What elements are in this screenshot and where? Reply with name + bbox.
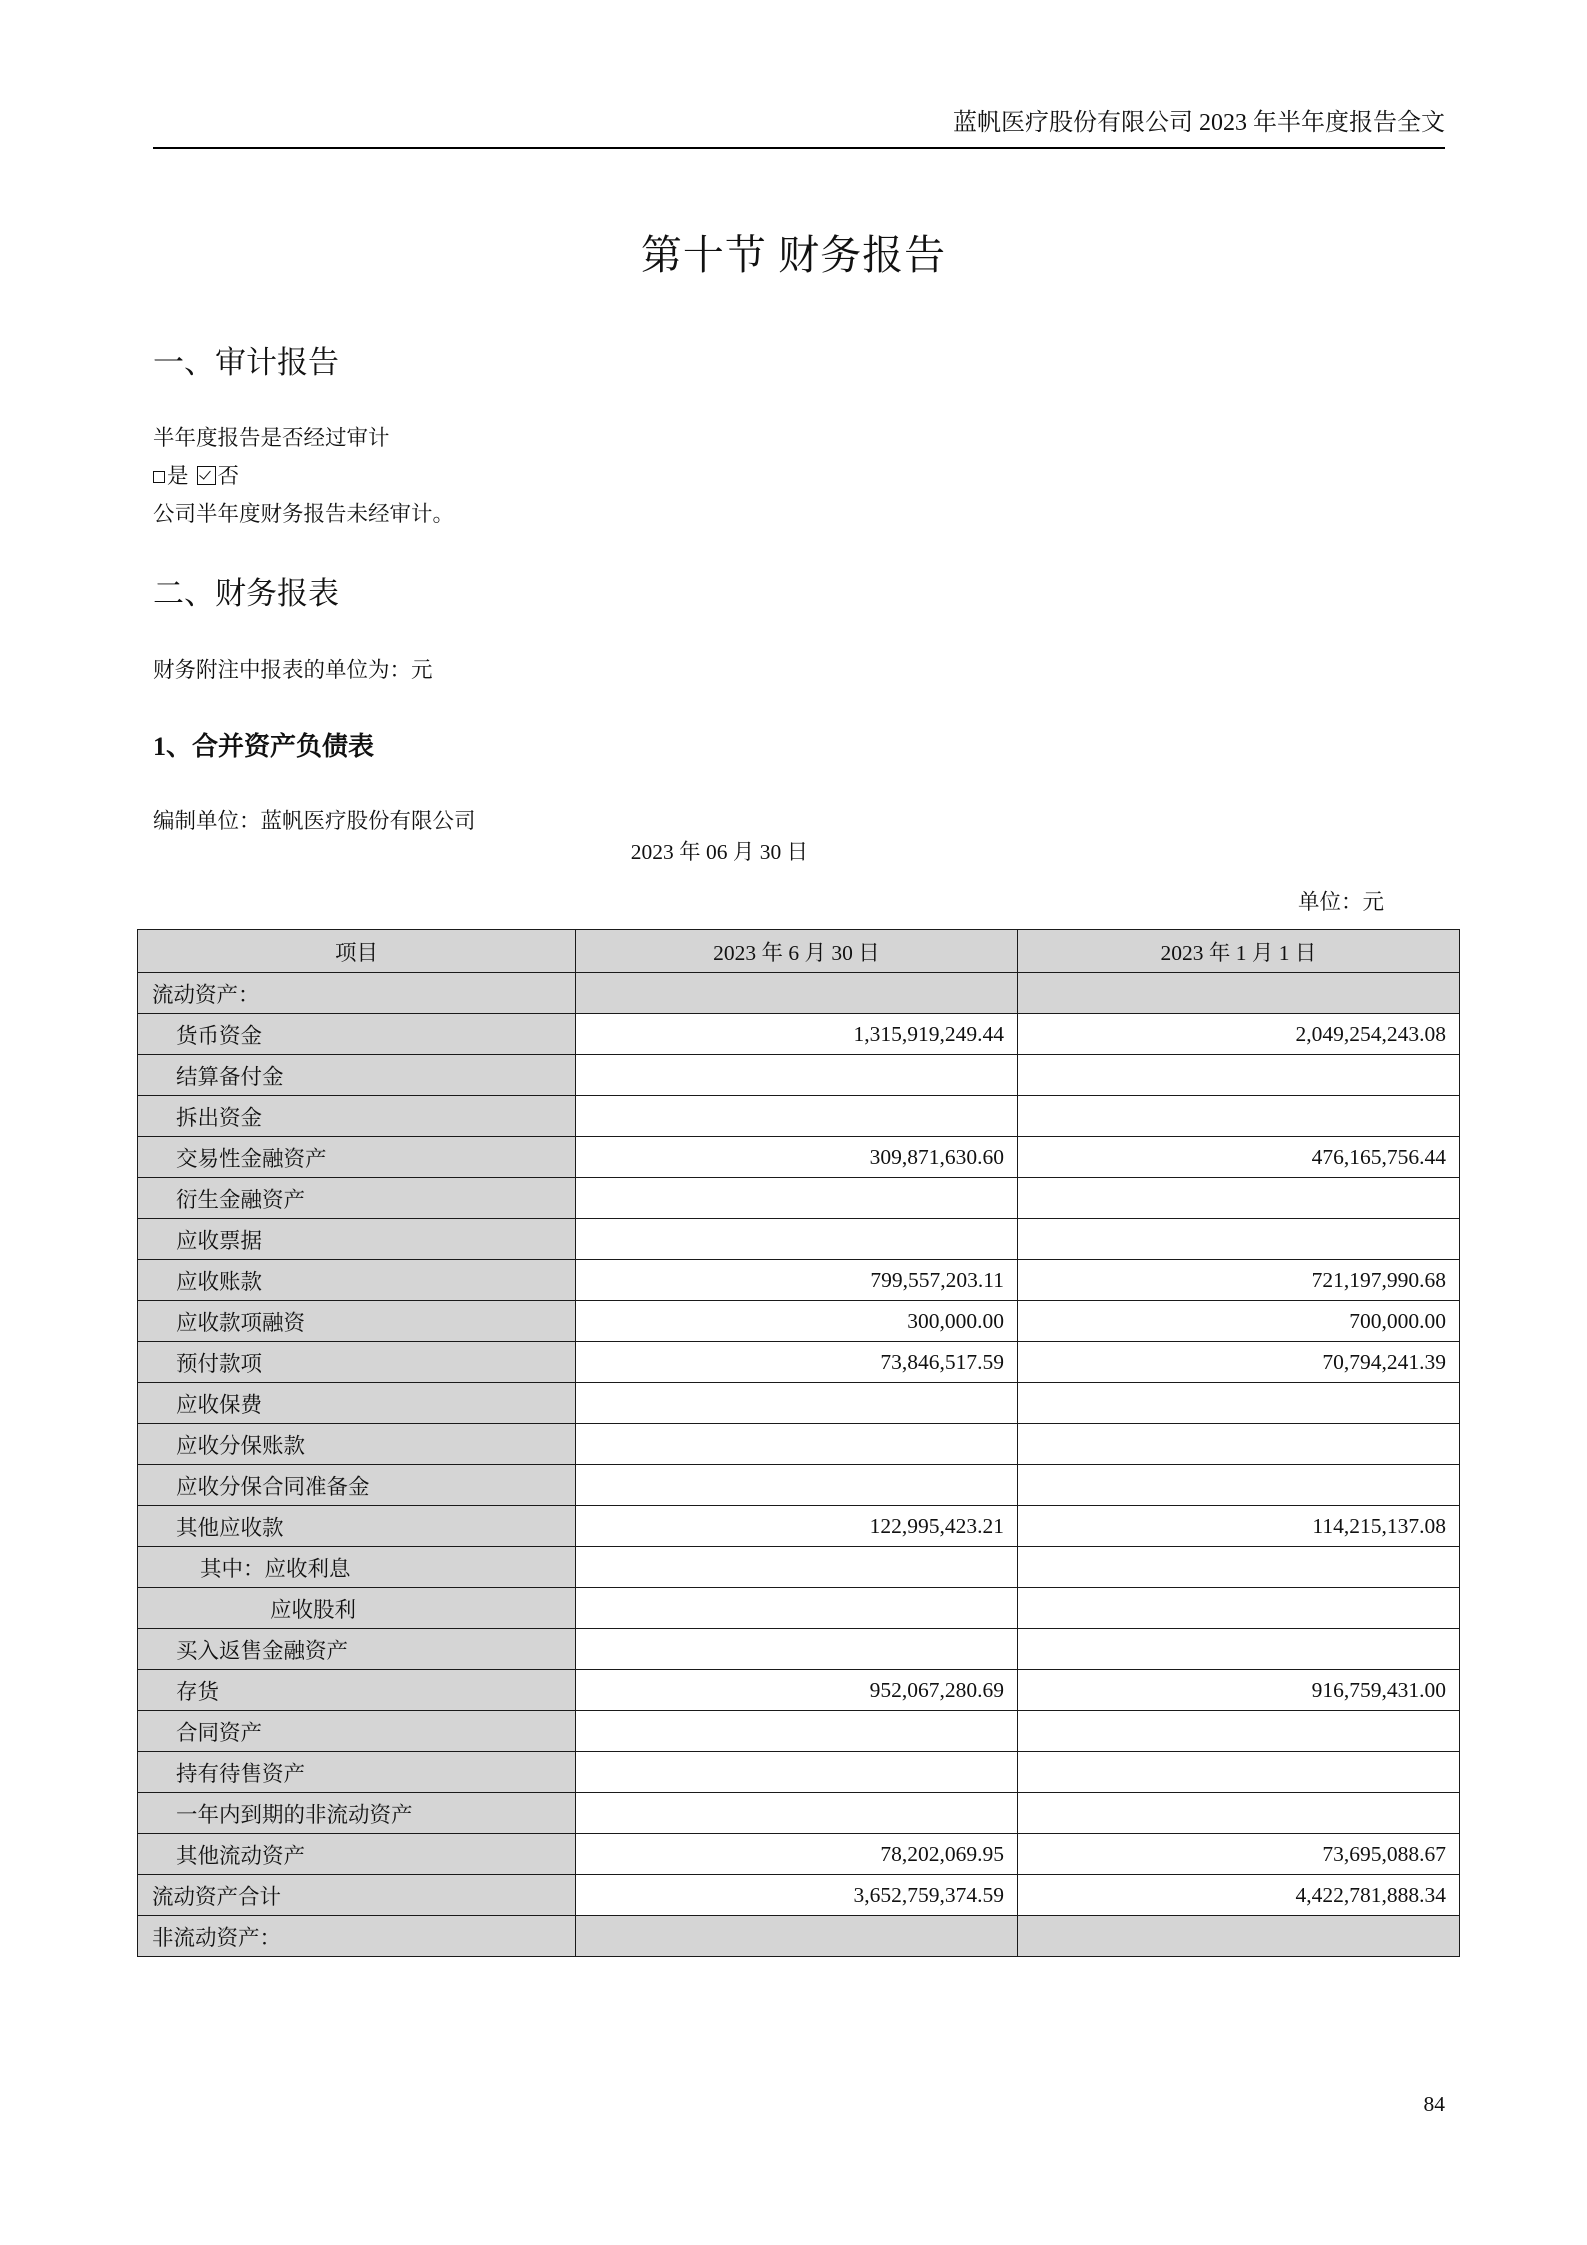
header-divider bbox=[153, 147, 1445, 149]
row-label: 流动资产合计 bbox=[138, 1875, 576, 1916]
value-jun30: 300,000.00 bbox=[576, 1301, 1018, 1342]
value-jan1 bbox=[1018, 1096, 1460, 1137]
value-jan1 bbox=[1018, 1916, 1460, 1957]
row-label: 非流动资产： bbox=[138, 1916, 576, 1957]
chapter-title: 第十节 财务报告 bbox=[640, 232, 947, 278]
row-label: 应收款项融资 bbox=[138, 1301, 576, 1342]
value-jun30: 952,067,280.69 bbox=[576, 1670, 1018, 1711]
row-label: 应收分保账款 bbox=[138, 1424, 576, 1465]
table-body bbox=[138, 973, 1460, 1957]
section-heading-audit-report: 一、审计报告 bbox=[153, 345, 339, 380]
value-jan1 bbox=[1018, 973, 1460, 1014]
table-row bbox=[138, 1137, 1460, 1178]
row-label: 应收票据 bbox=[138, 1219, 576, 1260]
table-row bbox=[138, 1465, 1460, 1506]
table-row bbox=[138, 1793, 1460, 1834]
row-label: 交易性金融资产 bbox=[138, 1137, 576, 1178]
value-jun30: 799,557,203.11 bbox=[576, 1260, 1018, 1301]
value-jun30 bbox=[576, 1629, 1018, 1670]
audit-option-no-label: 否 bbox=[217, 464, 240, 488]
section-heading-financial-statements: 二、财务报表 bbox=[153, 576, 339, 611]
row-label: 存货 bbox=[138, 1670, 576, 1711]
value-jun30 bbox=[576, 1424, 1018, 1465]
unit-note: 财务附注中报表的单位为：元 bbox=[153, 658, 433, 682]
value-jun30 bbox=[576, 1383, 1018, 1424]
table-row bbox=[138, 1096, 1460, 1137]
table-row bbox=[138, 1342, 1460, 1383]
table-row bbox=[138, 1219, 1460, 1260]
table-header-row bbox=[138, 930, 1460, 973]
preparer-line: 编制单位：蓝帆医疗股份有限公司 bbox=[153, 809, 476, 833]
row-label: 其他流动资产 bbox=[138, 1834, 576, 1875]
page-number: 84 bbox=[1423, 2092, 1445, 2116]
row-label: 结算备付金 bbox=[138, 1055, 576, 1096]
value-jan1 bbox=[1018, 1711, 1460, 1752]
report-date: 2023 年 06 月 30 日 bbox=[630, 840, 809, 864]
value-jan1 bbox=[1018, 1629, 1460, 1670]
column-header-jan1: 2023 年 1 月 1 日 bbox=[1018, 930, 1460, 973]
value-jan1 bbox=[1018, 1178, 1460, 1219]
value-jun30 bbox=[576, 973, 1018, 1014]
value-jun30: 73,846,517.59 bbox=[576, 1342, 1018, 1383]
row-label: 应收分保合同准备金 bbox=[138, 1465, 576, 1506]
table-row bbox=[138, 1752, 1460, 1793]
row-label: 合同资产 bbox=[138, 1711, 576, 1752]
row-label: 其他应收款 bbox=[138, 1506, 576, 1547]
table-row bbox=[138, 1629, 1460, 1670]
value-jan1: 476,165,756.44 bbox=[1018, 1137, 1460, 1178]
table-row bbox=[138, 1711, 1460, 1752]
value-jun30: 122,995,423.21 bbox=[576, 1506, 1018, 1547]
table-row bbox=[138, 1834, 1460, 1875]
row-label: 其中：应收利息 bbox=[138, 1547, 576, 1588]
table-row bbox=[138, 1670, 1460, 1711]
balance-sheet-heading: 1、合并资产负债表 bbox=[153, 732, 375, 761]
value-jun30 bbox=[576, 1465, 1018, 1506]
value-jan1 bbox=[1018, 1547, 1460, 1588]
value-jun30 bbox=[576, 1752, 1018, 1793]
row-label: 持有待售资产 bbox=[138, 1752, 576, 1793]
value-jan1 bbox=[1018, 1383, 1460, 1424]
value-jan1: 70,794,241.39 bbox=[1018, 1342, 1460, 1383]
value-jun30 bbox=[576, 1096, 1018, 1137]
table-row bbox=[138, 1875, 1460, 1916]
value-jun30: 309,871,630.60 bbox=[576, 1137, 1018, 1178]
value-jan1 bbox=[1018, 1424, 1460, 1465]
value-jun30 bbox=[576, 1588, 1018, 1629]
row-label: 预付款项 bbox=[138, 1342, 576, 1383]
table-row bbox=[138, 1301, 1460, 1342]
value-jan1: 700,000.00 bbox=[1018, 1301, 1460, 1342]
running-header: 蓝帆医疗股份有限公司 2023 年半年度报告全文 bbox=[953, 110, 1445, 136]
value-jun30 bbox=[576, 1793, 1018, 1834]
table-row bbox=[138, 1178, 1460, 1219]
value-jun30 bbox=[576, 1916, 1018, 1957]
value-jan1: 73,695,088.67 bbox=[1018, 1834, 1460, 1875]
audit-statement: 公司半年度财务报告未经审计。 bbox=[153, 502, 455, 526]
table-row bbox=[138, 1588, 1460, 1629]
row-label: 应收保费 bbox=[138, 1383, 576, 1424]
row-label: 流动资产： bbox=[138, 973, 576, 1014]
audit-question: 半年度报告是否经过审计 bbox=[153, 426, 390, 450]
value-jan1: 916,759,431.00 bbox=[1018, 1670, 1460, 1711]
column-header-jun30: 2023 年 6 月 30 日 bbox=[576, 930, 1018, 973]
value-jan1 bbox=[1018, 1793, 1460, 1834]
value-jan1: 2,049,254,243.08 bbox=[1018, 1014, 1460, 1055]
unchecked-box-icon[interactable] bbox=[153, 471, 165, 483]
value-jun30: 78,202,069.95 bbox=[576, 1834, 1018, 1875]
audit-option-yes[interactable] bbox=[153, 464, 189, 488]
table-row bbox=[138, 1014, 1460, 1055]
value-jan1 bbox=[1018, 1465, 1460, 1506]
table-row bbox=[138, 1383, 1460, 1424]
value-jan1 bbox=[1018, 1055, 1460, 1096]
value-jun30 bbox=[576, 1711, 1018, 1752]
value-jan1 bbox=[1018, 1219, 1460, 1260]
checked-box-icon[interactable] bbox=[197, 466, 216, 485]
value-jan1: 721,197,990.68 bbox=[1018, 1260, 1460, 1301]
value-jan1: 4,422,781,888.34 bbox=[1018, 1875, 1460, 1916]
value-jun30 bbox=[576, 1178, 1018, 1219]
value-jan1: 114,215,137.08 bbox=[1018, 1506, 1460, 1547]
row-label: 货币资金 bbox=[138, 1014, 576, 1055]
table-section-row bbox=[138, 1916, 1460, 1957]
value-jun30 bbox=[576, 1055, 1018, 1096]
table-row bbox=[138, 1260, 1460, 1301]
row-label: 应收账款 bbox=[138, 1260, 576, 1301]
table-row bbox=[138, 1547, 1460, 1588]
row-label: 拆出资金 bbox=[138, 1096, 576, 1137]
column-header-item: 项目 bbox=[138, 930, 576, 973]
row-label: 衍生金融资产 bbox=[138, 1178, 576, 1219]
table-section-row bbox=[138, 973, 1460, 1014]
audit-option-yes-label: 是 bbox=[167, 464, 189, 488]
row-label: 买入返售金融资产 bbox=[138, 1629, 576, 1670]
table-row bbox=[138, 1424, 1460, 1465]
value-jan1 bbox=[1018, 1752, 1460, 1793]
audit-option-no[interactable] bbox=[189, 464, 240, 488]
table-row bbox=[138, 1506, 1460, 1547]
table-row bbox=[138, 1055, 1460, 1096]
unit-label: 单位：元 bbox=[1298, 890, 1385, 914]
value-jun30: 1,315,919,249.44 bbox=[576, 1014, 1018, 1055]
row-label: 一年内到期的非流动资产 bbox=[138, 1793, 576, 1834]
value-jan1 bbox=[1018, 1588, 1460, 1629]
row-label: 应收股利 bbox=[138, 1588, 576, 1629]
value-jun30 bbox=[576, 1219, 1018, 1260]
value-jun30 bbox=[576, 1547, 1018, 1588]
audit-options bbox=[153, 462, 239, 490]
value-jun30: 3,652,759,374.59 bbox=[576, 1875, 1018, 1916]
balance-sheet-table bbox=[137, 929, 1460, 1957]
